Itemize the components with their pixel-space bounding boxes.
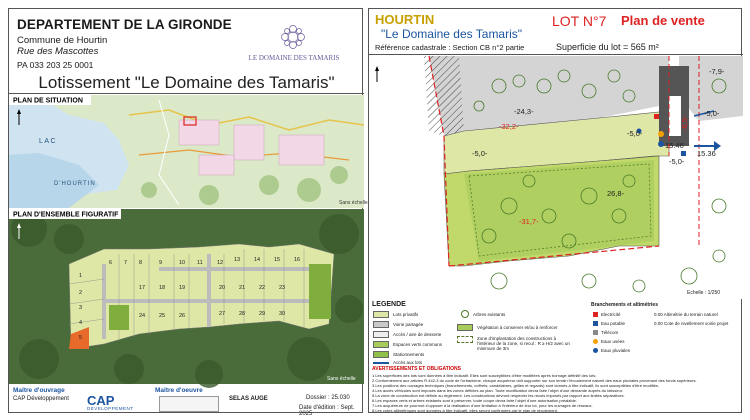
lot-plan [369,56,743,299]
dimension-label: 26,8- [607,189,625,198]
legend-item: Accès / aire de desserte [393,332,442,337]
network-item: Eaux pluviales [601,348,631,353]
situation-map [9,95,368,208]
logo-text: LE DOMAINE DES TAMARIS [248,54,340,62]
lot-number: 19 [179,285,186,291]
lake-label: LAC [39,138,58,145]
lot-plan-drawing [369,56,743,299]
architect-logo-icon [159,396,219,412]
lot-number: 8 [139,260,143,266]
cap-logo-text: CAP [87,393,115,408]
electricity-icon [593,312,598,317]
dimension-label: -7,9- [709,67,725,76]
overall-plan [9,209,364,384]
lot-number: 16 [294,257,301,263]
lot-number: 30 [279,311,286,317]
warning-line: 4.Les accès véhicules sont imposés dans les zones définies au plan. Toute modification devra faire l'objet d'une demande auprès du lotisseur. [372,388,623,393]
dimension-label: -24,3- [514,107,534,116]
lot-number: 3 [79,305,83,311]
subdivision-title: Lotissement "Le Domaine des Tamaris" [38,73,335,92]
lot-number: 5 [79,335,83,341]
dimension-label: -32,2- [499,122,519,131]
cap-logo-sub: DÉVELOPPEMENT [87,406,134,411]
legend-swatch [457,336,473,343]
lot-header [369,9,743,55]
town-name: HOURTIN [375,12,435,27]
lot-number: 9 [159,260,163,266]
lot-number: 12 [217,260,224,266]
legend-swatch [373,321,389,328]
lot-number: 23 [279,285,286,291]
dimension-label: -5,0- [472,149,488,158]
maitre-ouvrage-label: Maître d'ouvrage [13,387,65,394]
lot-number: 21 [239,285,246,291]
warning-line: 3.Les positions des ouvrages techniques (branchements, coffrets, candélabres, grilles et regards) sont donnés à titre indicatif, ils sont susceptibles d'être modifiés. [372,383,660,388]
legend-item: Végétation à conserver et/ou à renforcer [477,325,558,330]
situation-scale: Sans échelle [339,200,368,206]
warning-line: 2.Conformément aux articles R.442-3 du code de l'urbanisme, chaque acquéreur doit supporter sur son terrain l'écoulement naturel des eaux pluviales provenant des fonds supérieurs. [372,378,697,383]
dimension-label: -8,5- [680,115,689,131]
cadastral-reference: Référence cadastrale : Section CB n°2 partie [375,43,525,52]
legend-item: Stationnements [393,352,425,357]
legend-item: Arbres existants [473,312,506,317]
ensemble-scale: Sans échelle [327,376,356,382]
warning-line: 6.Les espaces verts et arbres existants sont à préserver, toute coupe devra faire l'objet d'une autorisation préalable. [372,398,577,403]
lot-number: 11 [197,260,203,266]
plan-scale: Echelle : 1/250 [687,290,721,296]
street-name: Rue des Mascottes [17,46,99,57]
department-title: DEPARTEMENT DE LA GIRONDE [17,17,232,32]
dimension-label: 15.46 [665,141,684,150]
lot-area: Superficie du lot = 565 m² [556,42,659,52]
tree-icon [461,310,469,318]
lot-number: 4 [79,320,83,326]
left-panel [8,8,368,417]
network-item: Télécom [601,330,619,335]
legend-swatch [457,324,473,331]
dimension-label: 15.36 [697,149,716,158]
lot-number: 20 [219,285,226,291]
lot-number: 17 [139,285,146,291]
maitre-ouvrage-name: CAP Développement [13,396,69,402]
ensemble-label: PLAN D'ENSEMBLE FIGURATIF [13,211,119,219]
network-item: Eaux usées [601,339,625,344]
commune-name: Commune de Hourtin [17,35,108,46]
legend-item: Zone d'implantation des constructions à l'intérieur de la zone, si recul : R ≥ H/2 avec un minimum de 3m [477,336,570,351]
dimension-label: -31,7- [519,217,539,226]
lot-number: 15 [274,257,281,263]
lot-number: 24 [139,313,146,319]
lot-number: 18 [159,285,166,291]
legend [369,300,743,414]
lot-number-title: LOT N°7 [552,13,607,29]
lot-number: 22 [259,285,266,291]
lake-label-2: D'HOURTIN [54,181,96,187]
legend-item: Lots privatifs [393,312,419,317]
arrow-icon [373,362,389,364]
lot-number: 1 [79,273,83,279]
lot-number: 26 [179,313,186,319]
legend-swatch [373,331,389,338]
dimension-label: -5,0- [669,157,685,166]
credits-footer [9,385,364,417]
water-icon [593,321,598,326]
legend-item: Espaces verts communs [393,342,443,347]
dimension-label: -5,0- [627,129,643,138]
situation-label: PLAN DE SITUATION [13,97,83,105]
lot-number: 14 [254,257,261,263]
situation-map-drawing [9,95,368,208]
warning-line: 8.Les cotes altimétriques sont données à titre indicatif, elles seront confirmées par le plan de récolement. [372,408,558,413]
dossier-number: Dossier : 25.030 [306,395,350,401]
lot-number: 10 [179,260,186,266]
lot-number: 6 [109,260,113,266]
selas-name: SELAS AUGE [229,396,268,402]
lot-number: 7 [124,260,128,266]
overall-plan-drawing [9,209,364,384]
legend-swatch [373,311,389,318]
telecom-icon [593,330,598,335]
network-item: Eau potable [601,321,626,326]
right-panel [368,8,742,413]
warning-line: 7.Les acquéreurs ne pourront s'opposer à la réalisation d'une limitation à l'intérieur de leur lot, pour les ouvrages de réseaux. [372,403,593,408]
warning-line: 5.La zone de construction est définie au règlement. Les constructions devront respecter les reculs imposés par rapport aux limites séparatives. [372,393,625,398]
legend-title: LEGENDE [372,301,406,308]
cap-logo-icon [87,393,147,413]
edition-date: Date d'édition : Sept. 2025 [299,405,355,417]
network-item: Electricité [601,312,621,317]
legend-item: Accès aux lots [393,360,423,365]
lot-number: 25 [159,313,166,319]
rainwater-icon [593,348,598,353]
document-header [9,9,364,94]
altimetry-item: 0.00 Cote de nivellement voirie projet [654,321,729,326]
altimetry-item: 0.00 Altimétrie du terrain naturel [654,312,718,317]
legend-item: Voirie partagée [393,322,424,327]
legend-swatch [373,341,389,348]
lot-number: 27 [219,311,226,317]
plan-type: Plan de vente [621,13,705,28]
domaine-name: "Le Domaine des Tamaris" [381,27,523,41]
permit-number: PA 033 203 25 0001 [17,60,94,70]
lot-number: 28 [239,311,246,317]
dimension-label: -5,0- [704,109,720,118]
legend-swatch [373,351,389,358]
lot-number: 29 [259,311,266,317]
warning-line: 1.Les superficies des lots sont données à titre indicatif. Elles sont susceptibles d'être modifiées après bornage définitif des lots. [372,373,597,378]
wastewater-icon [593,339,598,344]
lot-number: 13 [234,257,241,263]
maitre-oeuvre-label: Maître d'oeuvre [155,387,203,394]
lot-number: 2 [79,290,83,296]
warnings-title: AVERTISSEMENTS ET OBLIGATIONS [372,366,461,372]
networks-title: Branchements et altimétries [591,302,658,308]
